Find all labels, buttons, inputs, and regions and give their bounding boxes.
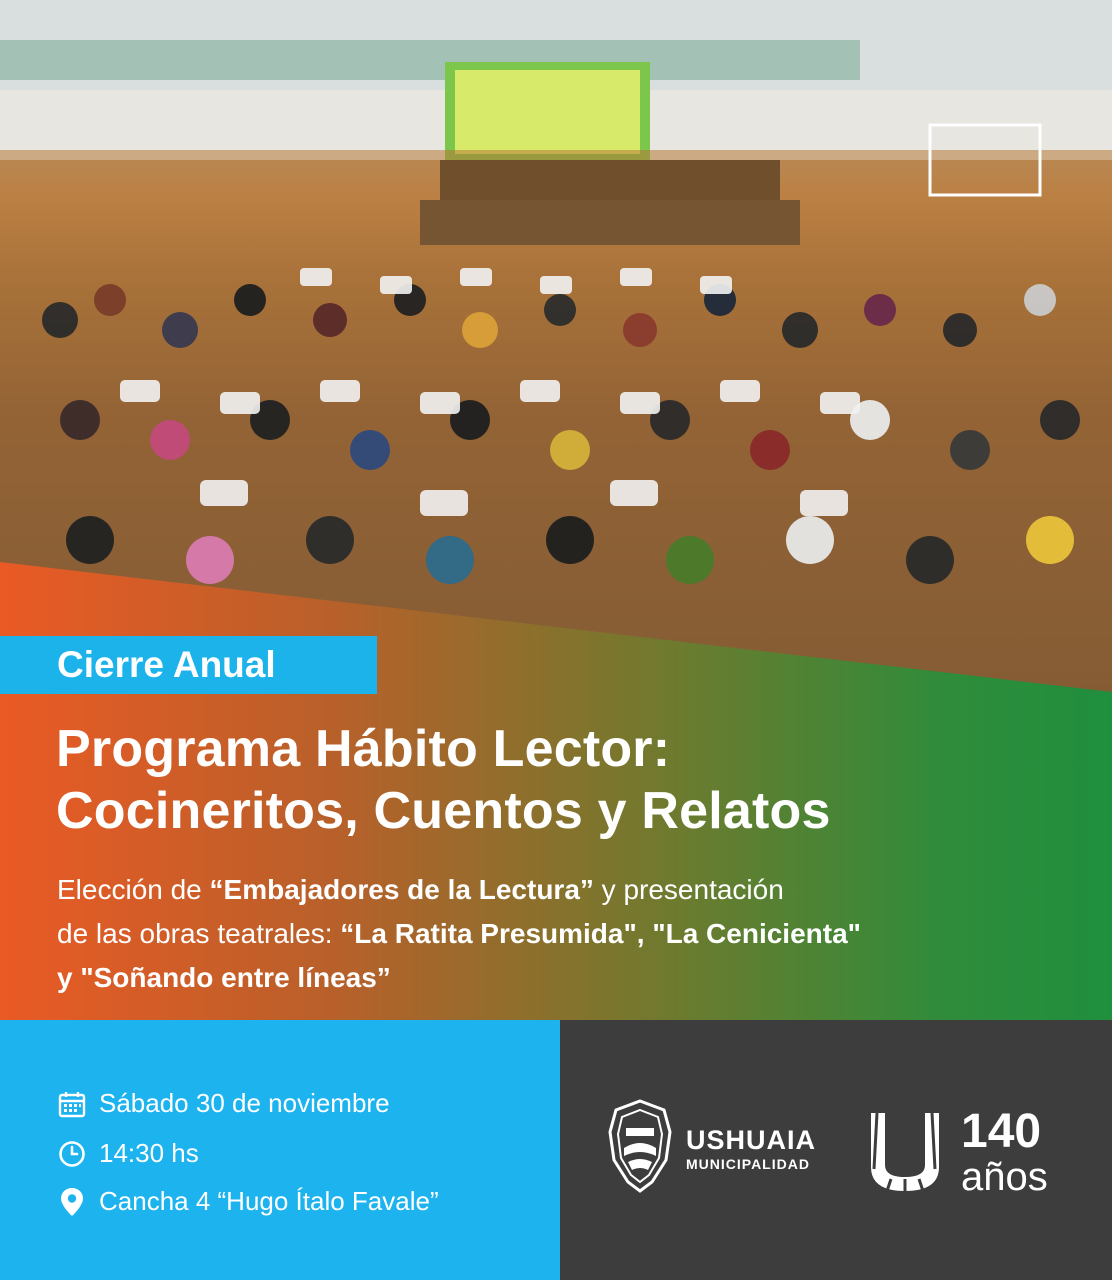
event-date-text: Sábado 30 de noviembre (99, 1088, 390, 1118)
title-line-2: Cocineritos, Cuentos y Relatos (56, 782, 831, 840)
ushuaia-logo (604, 1098, 816, 1199)
description-line-1 (57, 868, 861, 912)
anniversary-word: años (961, 1155, 1048, 1199)
description-bold-text: “Embajadores de la Lectura” (209, 874, 594, 905)
location-pin-icon (57, 1187, 87, 1217)
event-time-text: 14:30 hs (99, 1138, 199, 1168)
brand-name: USHUAIA (686, 1124, 817, 1155)
ushuaia-logo-text (686, 1125, 816, 1173)
calendar-icon (57, 1089, 87, 1119)
brand-subtitle: MUNICIPALIDAD (686, 1155, 810, 1172)
event-location-text: Cancha 4 “Hugo Ítalo Favale” (99, 1186, 439, 1216)
title-line-1: Programa Hábito Lector: (56, 720, 671, 778)
description-bold-text: “La Ratita Presumida", "La Cenicienta" (340, 918, 861, 949)
event-description (57, 868, 861, 1000)
ushuaia-shield-logo (604, 1098, 676, 1199)
description-text: y presentación (593, 874, 784, 905)
event-location (57, 1186, 439, 1217)
description-line-2 (57, 912, 861, 956)
event-date (57, 1088, 390, 1119)
event-info-panel (0, 1020, 560, 1280)
u-140-logo (865, 1109, 945, 1198)
cierre-anual-tag: Cierre Anual (0, 636, 377, 694)
clock-icon (57, 1139, 87, 1169)
description-text: Elección de (57, 874, 210, 905)
description-text: de las obras teatrales: (57, 918, 341, 949)
anniversary-number: 140 (961, 1105, 1042, 1158)
logos-panel (560, 1020, 1112, 1280)
description-bold-text: y "Soñando entre líneas” (57, 962, 391, 993)
event-time (57, 1138, 199, 1169)
description-line-3 (57, 956, 861, 1000)
anniversary-logo (865, 1105, 1048, 1199)
anniversary-text (961, 1105, 1048, 1199)
page-title (56, 718, 831, 842)
